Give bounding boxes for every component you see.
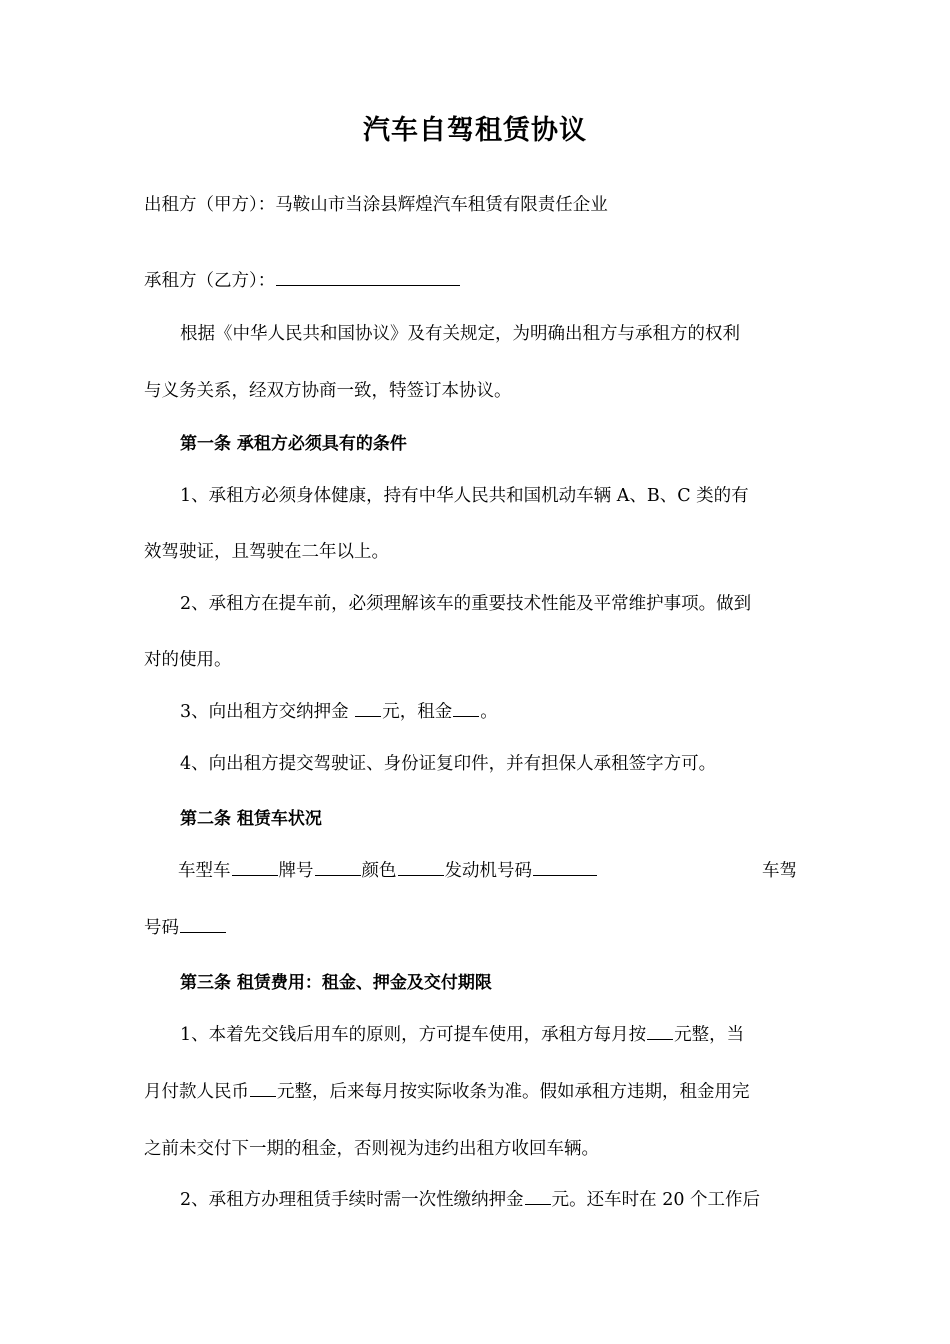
plate-blank	[315, 857, 361, 876]
art1-item4: 4、向出租方提交驾驶证、身份证复印件，并有担保人承租签字方可。	[180, 754, 717, 774]
engine-label: 发动机号码	[444, 861, 532, 881]
first-payment-suffix: 元整，后来每月按实际收条为准。假如承租方违期，租金用完	[277, 1082, 750, 1102]
deposit-label: 3、向出租方交纳押金	[180, 702, 355, 722]
one-time-deposit-suffix: 元。还车时在 20 个工作后	[551, 1190, 761, 1210]
frame-number-line	[144, 914, 227, 939]
frame-blank	[180, 914, 226, 933]
art3-item2	[180, 1186, 760, 1211]
article-1-heading: 第一条 承租方必须具有的条件	[180, 434, 407, 454]
one-time-deposit-label: 2、承租方办理租赁手续时需一次性缴纳押金	[180, 1190, 524, 1210]
color-label: 颜色	[361, 861, 397, 881]
vehicle-fields-line	[178, 857, 598, 882]
art3-item1-line1	[180, 1021, 744, 1046]
monthly-rent-label: 1、本着先交钱后用车的原则，方可提车使用，承租方每月按	[180, 1025, 647, 1045]
lessee-line	[144, 267, 461, 292]
intro-line-1: 根据《中华人民共和国协议》及有关规定，为明确出租方与承租方的权利	[180, 324, 740, 344]
art1-item2-line1: 2、承租方在提车前，必须理解该车的重要技术性能及平常维护事项。做到	[180, 594, 752, 614]
art1-item1-line1: 1、承租方必须身体健康，持有中华人民共和国机动车辆 A、B、C 类的有	[180, 486, 749, 506]
lessee-name-blank	[276, 267, 460, 286]
intro-line-2: 与义务关系，经双方协商一致，特签订本协议。	[144, 381, 512, 401]
first-payment-blank	[250, 1078, 276, 1097]
first-payment-label: 月付款人民币	[144, 1082, 249, 1102]
one-time-deposit-blank	[525, 1186, 551, 1205]
rent-blank	[453, 698, 479, 717]
lessee-label: 承租方（乙方）：	[144, 271, 276, 291]
document-title: 汽车自驾租赁协议	[363, 115, 587, 146]
period-mark: 。	[480, 702, 498, 722]
engine-blank	[533, 857, 597, 876]
art3-item1-line3: 之前未交付下一期的租金，否则视为违约出租方收回车辆。	[144, 1139, 599, 1159]
deposit-blank	[355, 698, 381, 717]
article-2-heading: 第二条 租赁车状况	[180, 809, 322, 829]
lessor-line: 出租方（甲方）：马鞍山市当涂县辉煌汽车租赁有限责任企业	[144, 195, 608, 215]
frame-label-b: 号码	[144, 918, 179, 938]
frame-label-a: 车驾	[762, 861, 797, 881]
plate-label: 牌号	[278, 861, 314, 881]
art1-item3	[180, 698, 498, 723]
art3-item1-line2	[144, 1078, 750, 1103]
article-3-heading: 第三条 租赁费用：租金、押金及交付期限	[180, 973, 492, 993]
rent-label: 元，租金	[382, 702, 453, 722]
monthly-rent-blank	[647, 1021, 673, 1040]
monthly-rent-suffix: 元整，当	[674, 1025, 745, 1045]
color-blank	[398, 857, 444, 876]
car-type-label: 车型车	[178, 861, 231, 881]
art1-item2-line2: 对的使用。	[144, 650, 232, 670]
car-type-blank	[232, 857, 278, 876]
art1-item1-line2: 效驾驶证，且驾驶在二年以上。	[144, 542, 389, 562]
